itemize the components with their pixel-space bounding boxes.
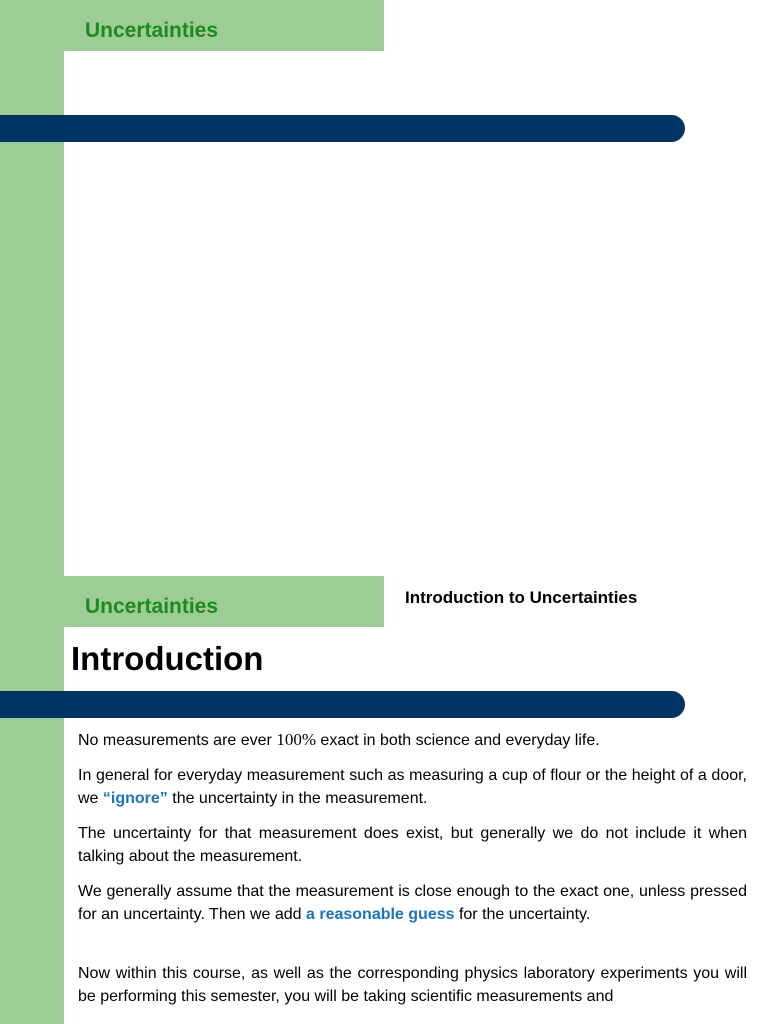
- paragraph-1: [78, 728, 747, 752]
- paragraph-2: [78, 764, 747, 810]
- paragraph-3: The uncertainty for that measurement does exist, but generally we do not include it when talking about the measurement.: [78, 825, 747, 865]
- left-green-bar: [0, 576, 64, 1024]
- paragraph-5: Now within this course, as well as the corresponding physics laboratory experiments you will be performing this semester, you will be taking scientific measurements and: [78, 965, 747, 1005]
- left-green-bar: [0, 0, 64, 576]
- text-run: No measurements are ever: [78, 732, 277, 749]
- rounded-corner: [64, 51, 394, 111]
- slide-title: Introduction: [71, 640, 264, 677]
- navy-header-band: [0, 115, 685, 142]
- highlight-text: a reasonable guess: [306, 906, 455, 923]
- text-run: In general for everyday measurement such as measuring a cup of flour or the height of a door, we: [78, 767, 747, 807]
- section-label: Uncertainties: [85, 595, 219, 618]
- section-label: Uncertainties: [85, 19, 219, 42]
- navy-header-band: [0, 691, 685, 718]
- highlight-text: “ignore”: [102, 790, 168, 807]
- slide-2: [0, 576, 768, 1024]
- text-run: the uncertainty in the measurement.: [167, 790, 428, 807]
- slide-subtitle: Introduction to Uncertainties: [405, 588, 638, 607]
- body-text: [78, 728, 747, 1020]
- text-run: exact in both science and everyday life.: [315, 732, 600, 749]
- percent-value: 100%: [276, 730, 316, 749]
- paragraph-4: [78, 880, 747, 926]
- text-run: We generally assume that the measurement is close enough to the exact one, unless pressed for an uncertainty. Then we add: [78, 883, 747, 923]
- text-run: for the uncertainty.: [454, 906, 591, 923]
